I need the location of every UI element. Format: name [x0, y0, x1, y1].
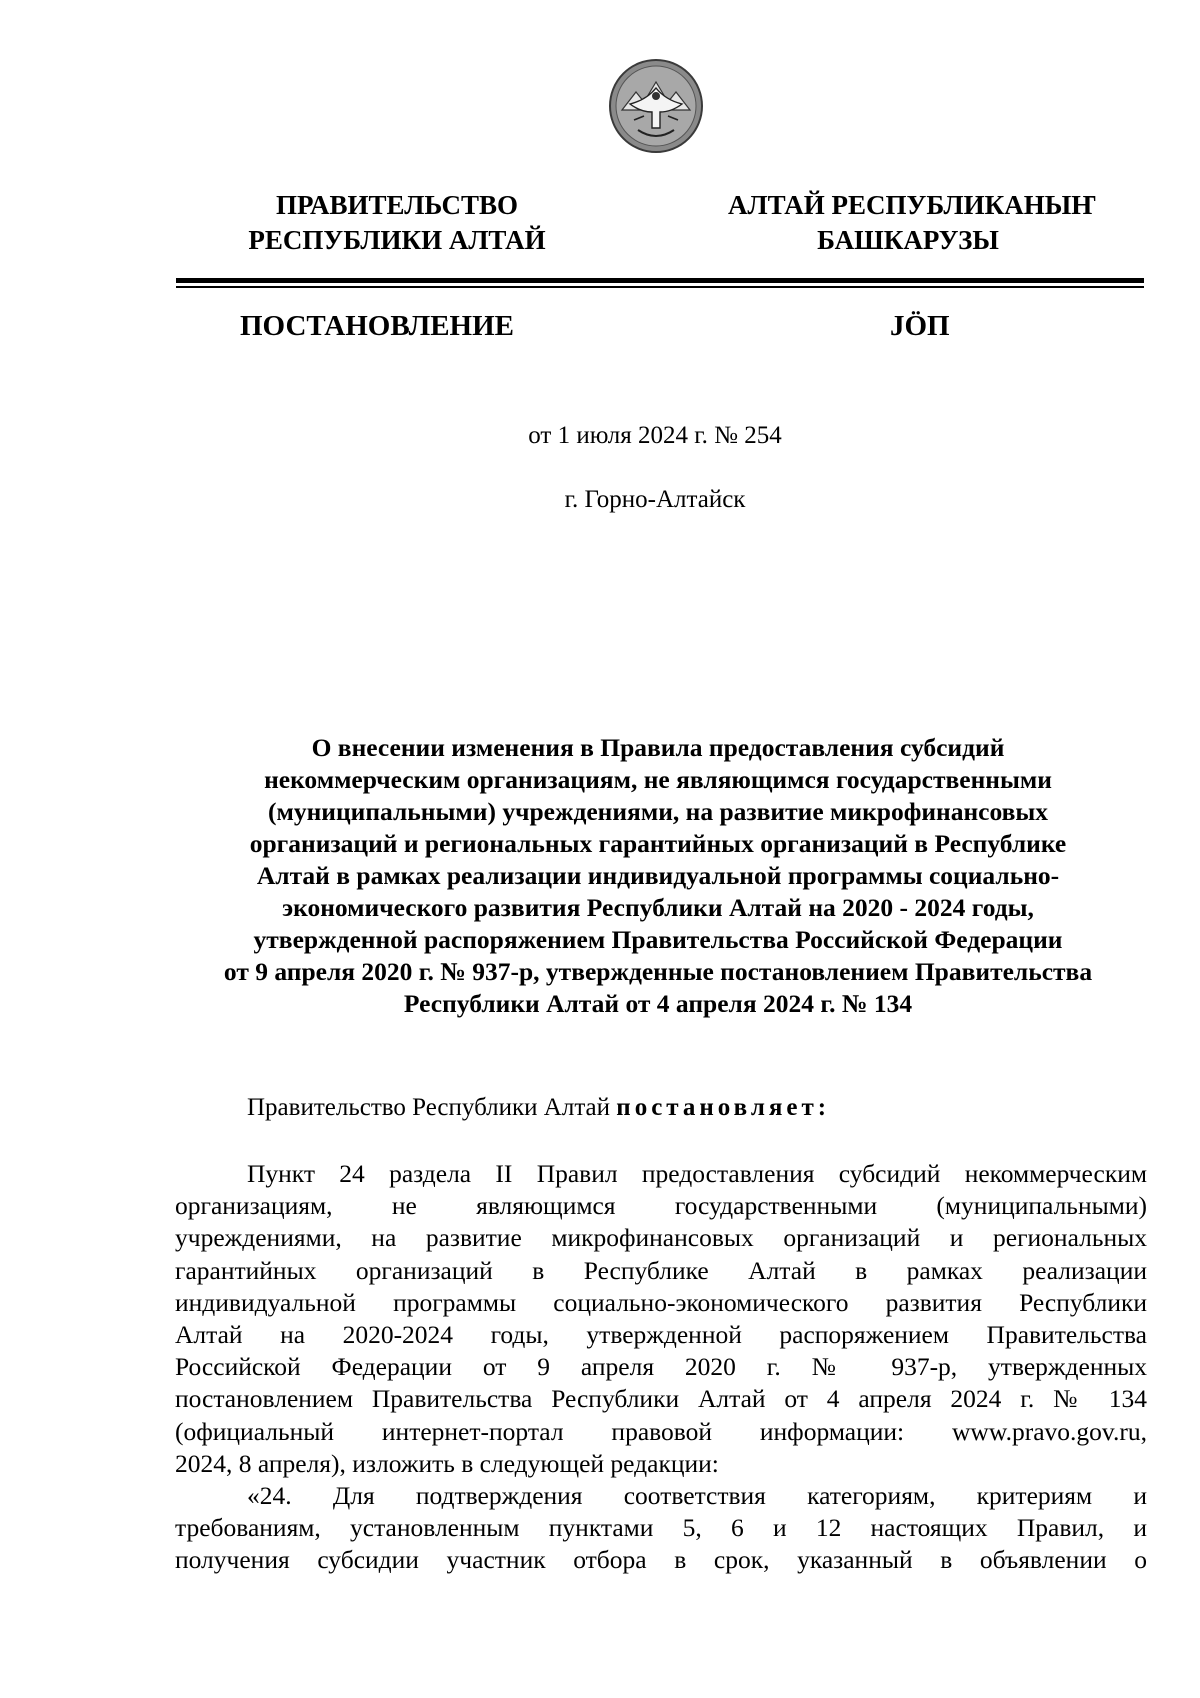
document-body	[175, 1158, 1147, 1576]
body-line: «24. Для подтверждения соответствия категориям, критериям и	[247, 1480, 1147, 1510]
government-name-ru	[232, 188, 562, 258]
title-line: некоммерческим организациям, не являющимся государственными	[264, 765, 1052, 794]
body-line: учреждениями, на развитие микрофинансовых организаций и региональных	[175, 1223, 1147, 1253]
title-line: экономического развития Республики Алтай на 2020 - 2024 годы,	[282, 893, 1034, 922]
gov-ru-line-2: РЕСПУБЛИКИ АЛТАЙ	[248, 225, 546, 255]
body-line: (официальный интернет-портал правовой информации: www.pravo.gov.ru,	[175, 1416, 1147, 1446]
government-name-altai	[728, 188, 1097, 258]
body-line: получения субсидии участник отбора в срок, указанный в объявлении о	[175, 1545, 1147, 1575]
header-divider-thin	[176, 286, 1144, 288]
body-line: Алтай на 2020-2024 годы, утвержденной распоряжением Правительства	[175, 1319, 1147, 1349]
document-date-number: от 1 июля 2024 г. № 254	[528, 422, 782, 449]
title-line: О внесении изменения в Правила предоставления субсидий	[311, 733, 1005, 762]
body-line: Российской Федерации от 9 апреля 2020 г. № 937-р, утвержденных	[175, 1352, 1147, 1382]
coat-of-arms-emblem	[608, 58, 704, 154]
resolution-prefix: Правительство Республики Алтай	[247, 1094, 617, 1121]
gov-alt-line-1: АЛТАЙ РЕСПУБЛИКАНЫҤ	[728, 190, 1097, 220]
title-line: (муниципальными) учреждениями, на развитие микрофинансовых	[267, 797, 1049, 826]
body-line: гарантийных организаций в Республике Алтай в рамках реализации	[175, 1255, 1147, 1285]
resolution-verb: постановляет:	[616, 1094, 831, 1121]
document-type-ru: ПОСТАНОВЛЕНИЕ	[240, 310, 515, 342]
gov-ru-line-1: ПРАВИТЕЛЬСТВО	[275, 190, 519, 220]
title-line: утвержденной распоряжением Правительства Российской Федерации	[253, 925, 1063, 954]
document-title	[160, 732, 1156, 1020]
document-type-altai: JӦП	[890, 310, 950, 342]
body-line: организациям, не являющимся государственными (муниципальными)	[175, 1191, 1147, 1221]
title-line: Республики Алтай от 4 апреля 2024 г. № 134	[403, 989, 913, 1018]
gov-alt-line-2: БАШКАРУЗЫ	[817, 225, 999, 255]
title-line: Алтай в рамках реализации индивидуальной программы социально-	[256, 861, 1060, 890]
body-line: индивидуальной программы социально-экономического развития Республики	[175, 1287, 1147, 1317]
body-line: 2024, 8 апреля), изложить в следующей редакции:	[175, 1448, 719, 1478]
document-city: г. Горно-Алтайск	[564, 486, 746, 513]
title-line: от 9 апреля 2020 г. № 937-р, утвержденные постановлением Правительства	[223, 957, 1093, 986]
body-line: постановлением Правительства Республики Алтай от 4 апреля 2024 г. № 134	[175, 1384, 1147, 1414]
title-line: организаций и региональных гарантийных организаций в Республике	[249, 829, 1067, 858]
body-line: Пункт 24 раздела II Правил предоставления субсидий некоммерческим	[247, 1159, 1147, 1188]
body-line: требованиям, установленным пунктами 5, 6 и 12 настоящих Правил, и	[175, 1513, 1147, 1543]
header-divider-thick	[176, 278, 1144, 283]
resolution-clause	[247, 1092, 830, 1124]
